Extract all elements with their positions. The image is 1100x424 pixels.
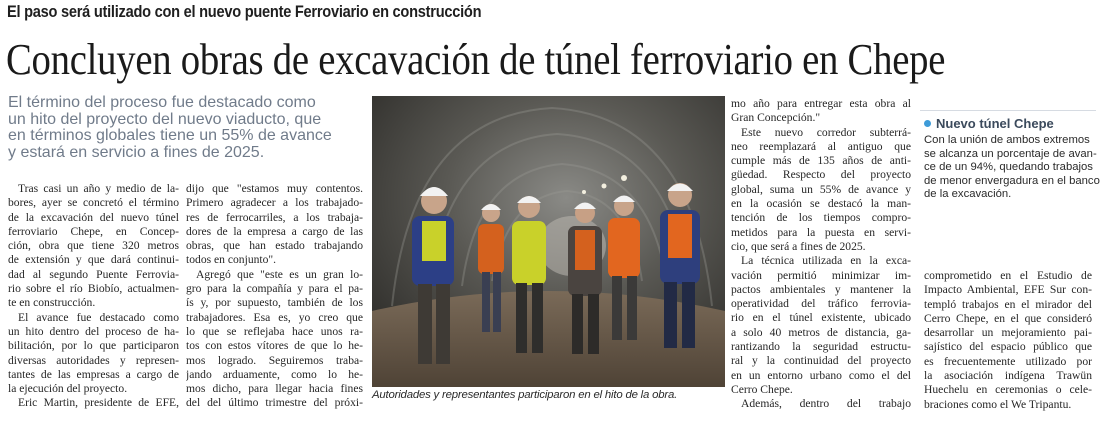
deck-line: y estará en servicio a fines de 2025. (8, 143, 265, 161)
body-line: Primero agradecer a los trabajado- (186, 196, 363, 210)
body-line: global, suma un 55% de avance y (731, 182, 911, 196)
body-line: del del último trimestre del próxi- (186, 396, 363, 410)
body-line: de extensión y que dará continui- (8, 253, 179, 267)
body-line: gro para la compañía y para el pa- (186, 282, 363, 296)
body-line: dijo que "estamos muy contentos. (186, 182, 363, 195)
body-line: mos dicho, para llegar hacia fines (186, 382, 363, 396)
body-line: es frecuentemente utilizado por (924, 354, 1092, 368)
body-column-2 (186, 182, 363, 411)
body-line: tantes de las empresas a cargo de (8, 367, 179, 381)
sidebar-title-text: Nuevo túnel Chepe (936, 116, 1054, 131)
body-line: res de ferrocarriles, a los trabaja- (186, 210, 363, 224)
body-line: cumple más de 135 años de anti- (731, 154, 911, 168)
deck (8, 95, 364, 161)
body-line: un hito dentro del proceso de ha- (8, 324, 179, 338)
body-line: Gran Concepción." (731, 111, 821, 125)
body-line: diversas autoridades y represen- (8, 353, 179, 367)
body-line: braciones como el We Tripantu. (924, 397, 1072, 411)
body-line: la asociación indígena Trawün (924, 369, 1092, 383)
body-line: dores de la empresa a cargo de las (186, 224, 363, 238)
body-line: La técnica utilizada en la exca- (741, 254, 911, 268)
deck-line: en términos globales tiene un 55% de avance (8, 127, 332, 144)
body-line: Eric Martin, presidente de EFE, (18, 396, 179, 410)
body-line: bores, ayer se concretó el término (8, 196, 179, 210)
body-line: rio en el túnel existente, ubicado (731, 311, 911, 325)
body-column-1 (8, 182, 179, 411)
body-line: trabajadores. Esa es, yo creo que (186, 310, 363, 324)
body-line: ís y, por supuesto, también de los (186, 296, 363, 310)
body-line: Huechelu en ceremonias o cele- (924, 383, 1092, 397)
body-line: Este nuevo corredor subterrá- (741, 125, 911, 139)
body-line: ferroviario Chepe, en Concep- (8, 224, 179, 238)
body-line: tención de los tiempos compro- (731, 211, 911, 225)
body-line: jando arduamente, como lo he- (186, 367, 363, 381)
sidebar-line: Con la unión de ambos extremos (924, 134, 1090, 146)
body-column-4 (924, 269, 1092, 412)
body-line: obras, que han estado trabajando (186, 239, 363, 253)
tunnel-photo (372, 96, 725, 387)
body-line: tos con estos vítores de que lo he- (186, 339, 363, 353)
body-line: Tras casi un año y medio de la- (18, 182, 179, 195)
body-line: comprometido en el Estudio de (924, 269, 1092, 282)
sidebar-line: ce de un 94%, quedando trabajos (924, 161, 1093, 174)
body-line: cio, que será a fines de 2025. (731, 239, 866, 253)
body-line: ción, obra que tiene 320 metros (8, 239, 179, 253)
deck-line: un hito del proyecto del nuevo viaducto, que (8, 110, 322, 128)
body-line: rantizando la seguridad estructu- (731, 340, 911, 354)
sidebar-line: de menor envergadura en el banco (924, 174, 1100, 187)
body-line: en la ocasión se destacó la man- (731, 197, 911, 211)
body-line: bilitación, por lo que participaron (8, 339, 179, 353)
body-line: en un entorno urbano como el del (731, 368, 911, 382)
body-line: operatividad del tráfico ferrovia- (731, 297, 911, 311)
sidebar-title (924, 116, 1054, 131)
body-line: rio sobre el río Biobío, actualmen- (8, 282, 179, 296)
body-line: vación permitió minimizar im- (731, 268, 911, 282)
body-line: templó trabajos en el mirador del (924, 297, 1092, 311)
deck-line: El término del proceso fue destacado como (8, 94, 316, 111)
sidebar-line: se alcanza un porcentaje de avan- (924, 147, 1097, 160)
body-line: dad al segundo Puente Ferrovia- (8, 267, 179, 281)
body-line: lo que se reflejaba hace unos ra- (186, 324, 363, 338)
body-line: Cerro Chepe, en el que consideró (924, 311, 1092, 325)
body-line: todos en conjunto". (186, 253, 277, 267)
body-line: ral y la continuidad del proyecto (731, 354, 911, 368)
photo-caption: Autoridades y representantes participaron en el hito de la obra. (372, 389, 678, 401)
headline: Concluyen obras de excavación de túnel ferroviario en Chepe (6, 35, 946, 84)
body-line: Impacto Ambiental, EFE Sur con- (924, 283, 1092, 297)
body-line: a solo 40 metros de distancia, ga- (731, 325, 911, 339)
body-line: mos logrado. Seguiremos traba- (186, 353, 363, 367)
sidebar-line: de la excavación. (924, 188, 1012, 201)
body-line: Agregó que "este es un gran lo- (196, 267, 363, 281)
body-line: metidos para la puesta en servi- (731, 225, 911, 239)
body-column-3 (731, 97, 911, 412)
body-line: te en construcción. (8, 296, 96, 310)
body-line: El avance fue destacado como (18, 310, 179, 324)
bullet-dot-icon (924, 120, 931, 127)
body-line: sajístico del espacio público que (924, 340, 1092, 354)
body-line: neo reemplazará al antiguo que (731, 139, 911, 153)
body-line: pactos ambientales y mantener la (731, 282, 911, 296)
body-line: güedad. Respecto del proyecto (731, 168, 911, 182)
sidebar-divider (920, 110, 1096, 111)
sidebar-body (924, 134, 1100, 202)
tunnel-photo-illustration (372, 96, 725, 387)
body-line: la ejecución del proyecto. (8, 382, 128, 396)
body-line: de la excavación del nuevo túnel (8, 210, 179, 224)
kicker: El paso será utilizado con el nuevo puente Ferroviario en construcción (7, 2, 482, 21)
body-line: desarrollar un mejoramiento pai- (924, 326, 1092, 340)
body-line: mo año para entregar esta obra al (731, 97, 911, 110)
body-line: Cerro Chepe. (731, 382, 793, 396)
body-line: Además, dentro del trabajo (741, 397, 911, 411)
